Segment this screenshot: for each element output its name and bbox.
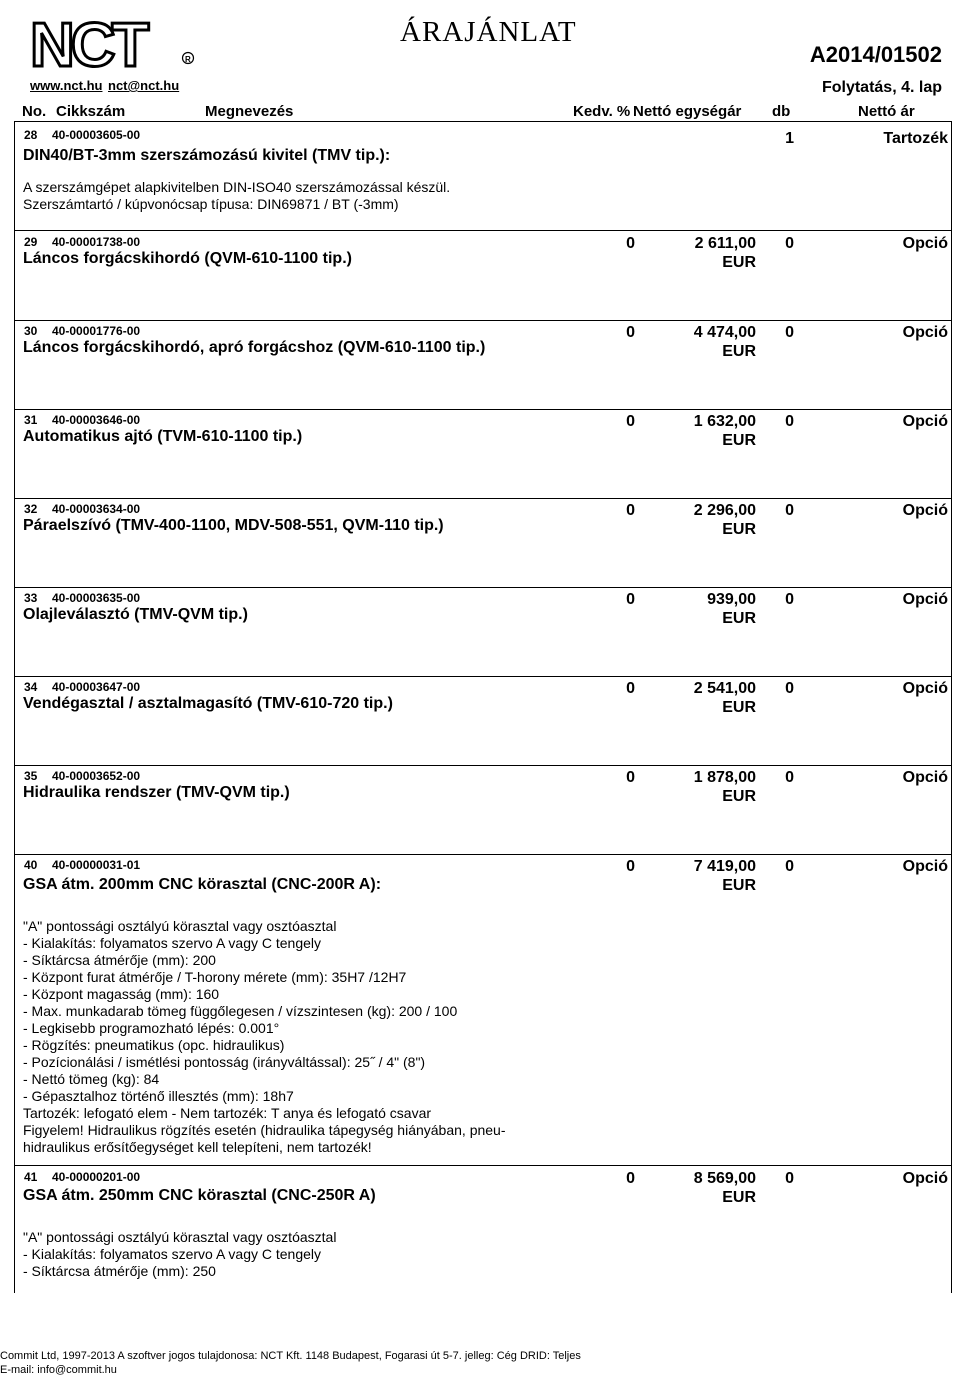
item-qty: 0 [785, 324, 794, 341]
item-name: GSA átm. 200mm CNC körasztal (CNC-200R A): [23, 876, 382, 893]
item-code: 40-00001738-00 [52, 235, 141, 249]
col-unit-price: Nettó egységár [633, 103, 742, 120]
item-no: 32 [24, 502, 38, 516]
item-net: Opció [902, 769, 948, 786]
item-unit-price: 1 632,00 [693, 413, 756, 430]
logo-text: NCT [30, 14, 146, 76]
item-description: "A" pontossági osztályú körasztal vagy osztóasztal - Kialakítás: folyamatos szervo A vagy C tengely - Síktárcsa átmérője (mm): 250 [23, 1229, 337, 1279]
item-code: 40-00000201-00 [52, 1170, 141, 1184]
item-discount: 0 [626, 413, 635, 430]
item-discount: 0 [626, 858, 635, 875]
nct-logo [28, 14, 198, 78]
item-currency: EUR [722, 877, 756, 894]
item-currency: EUR [722, 254, 756, 271]
item-unit-price: 2 296,00 [693, 502, 756, 519]
item-net: Opció [902, 235, 948, 252]
col-net: Nettó ár [858, 103, 915, 120]
col-code: Cikkszám [56, 103, 126, 120]
item-net: Opció [902, 413, 948, 430]
item-discount: 0 [626, 502, 635, 519]
item-net: Opció [902, 1170, 948, 1187]
footer-email: E-mail: info@commit.hu [0, 1364, 117, 1376]
item-name: Hidraulika rendszer (TMV-QVM tip.) [23, 784, 290, 801]
item-code: 40-00003605-00 [52, 128, 141, 142]
table-row [14, 321, 952, 410]
item-discount: 0 [626, 680, 635, 697]
table-row [14, 677, 952, 766]
item-no: 28 [24, 128, 38, 142]
email-link[interactable]: nct@nct.hu [108, 78, 180, 93]
item-currency: EUR [722, 610, 756, 627]
item-discount: 0 [626, 1170, 635, 1187]
item-net: Tartozék [883, 130, 948, 147]
item-no: 35 [24, 769, 38, 783]
item-unit-price: 939,00 [707, 591, 756, 608]
nct-logo-mark [28, 14, 198, 76]
col-name: Megnevezés [205, 103, 294, 120]
item-name: Láncos forgácskihordó (QVM-610-1100 tip.) [23, 250, 352, 267]
item-code: 40-00003635-00 [52, 591, 141, 605]
item-currency: EUR [722, 432, 756, 449]
table-row [14, 855, 952, 1166]
table-row [14, 232, 952, 321]
item-code: 40-00001776-00 [52, 324, 141, 338]
item-code: 40-00003646-00 [52, 413, 141, 427]
footer-copyright: Commit Ltd, 1997-2013 A szoftver jogos tulajdonosa: NCT Kft. 1148 Budapest, Fogarasi út 5-7. jelleg: Cég DRID: Teljes [0, 1350, 581, 1362]
item-unit-price: 2 611,00 [694, 235, 756, 252]
col-no: No. [22, 103, 47, 120]
table-row [14, 588, 952, 677]
item-unit-price: 8 569,00 [693, 1170, 756, 1187]
item-unit-price: 4 474,00 [693, 324, 756, 341]
item-no: 34 [24, 680, 38, 694]
item-discount: 0 [626, 235, 635, 252]
svg-text:R: R [185, 55, 191, 64]
item-code: 40-00003652-00 [52, 769, 141, 783]
website-link[interactable]: www.nct.hu [30, 78, 103, 93]
item-qty: 0 [785, 858, 794, 875]
item-no: 33 [24, 591, 38, 605]
item-qty: 0 [785, 769, 794, 786]
item-discount: 0 [626, 324, 635, 341]
col-discount: Kedv. % [573, 103, 631, 120]
item-unit-price: 7 419,00 [693, 858, 756, 875]
item-code: 40-00000031-01 [52, 858, 141, 872]
item-currency: EUR [722, 343, 756, 360]
item-net: Opció [902, 858, 948, 875]
item-name: Olajleválasztó (TMV-QVM tip.) [23, 606, 248, 623]
item-no: 40 [24, 858, 38, 872]
item-description: "A" pontossági osztályú körasztal vagy osztóasztal - Kialakítás: folyamatos szervo A vagy C tengely - Síktárcsa átmérője (mm): 200 - Központ furat átmérője / T-horony mérete (mm): 35H7 /12H7 - Központ magasság (mm): 160 - Max. munkadarab tömeg függőlegesen / vízszintesen (kg): 200 / 100 - Legkisebb programozható lépés: 0.001° - Rögzítés: pneumatikus (opc. hidraulikus) - Pozícionálási / ismétlési pontosság (irányváltással): 25˝ / 4" (8") - Nettó tömeg (kg): 84 - Gépasztalhoz történő illesztés (mm): 18h7 Tartozék: lefogató elem - Nem tartozék: T anya és lefogató csavar Figyelem! Hidraulikus rögzítés esetén (hidraulika tápegység hiányában, pneu- hidraulikus erősítőegységet kell telepíteni, nem tartozék! [23, 918, 506, 1155]
item-qty: 0 [785, 235, 794, 252]
item-code: 40-00003647-00 [52, 680, 141, 694]
table-row [14, 499, 952, 588]
item-net: Opció [902, 591, 948, 608]
table-row [14, 1167, 952, 1287]
item-name: GSA átm. 250mm CNC körasztal (CNC-250R A) [23, 1187, 376, 1204]
item-currency: EUR [722, 521, 756, 538]
item-qty: 0 [785, 413, 794, 430]
item-currency: EUR [722, 788, 756, 805]
item-name: Automatikus ajtó (TVM-610-1100 tip.) [23, 428, 303, 445]
item-no: 30 [24, 324, 38, 338]
item-name: Vendégasztal / asztalmagasító (TMV-610-720 tip.) [23, 695, 393, 712]
item-name: DIN40/BT-3mm szerszámozású kivitel (TMV tip.): [23, 147, 391, 164]
item-currency: EUR [722, 1189, 756, 1206]
item-name: Páraelszívó (TMV-400-1100, MDV-508-551, QVM-110 tip.) [23, 517, 444, 534]
item-name: Láncos forgácskihordó, apró forgácshoz (QVM-610-1100 tip.) [23, 339, 486, 356]
col-qty: db [772, 103, 791, 120]
item-code: 40-00003634-00 [52, 502, 141, 516]
item-unit-price: 2 541,00 [693, 680, 756, 697]
item-currency: EUR [722, 699, 756, 716]
item-net: Opció [902, 324, 948, 341]
item-net: Opció [902, 680, 948, 697]
item-qty: 0 [785, 502, 794, 519]
item-discount: 0 [626, 769, 635, 786]
item-qty: 1 [785, 130, 794, 147]
table-row [14, 766, 952, 855]
item-discount: 0 [626, 591, 635, 608]
page-title: ÁRAJÁNLAT [400, 16, 577, 48]
item-no: 29 [24, 235, 38, 249]
table-top-border [14, 121, 952, 122]
item-net: Opció [902, 502, 948, 519]
item-description: A szerszámgépet alapkivitelben DIN-ISO40 szerszámozással készül. Szerszámtartó / kúpvonócsap típusa: DIN69871 / BT (-3mm) [23, 179, 451, 212]
item-qty: 0 [785, 591, 794, 608]
table-row [14, 124, 952, 231]
page-continuation: Folytatás, 4. lap [821, 79, 942, 96]
item-qty: 0 [785, 1170, 794, 1187]
document-number: A2014/01502 [809, 42, 942, 67]
item-qty: 0 [785, 680, 794, 697]
table-row [14, 410, 952, 499]
item-unit-price: 1 878,00 [693, 769, 756, 786]
page-footer [0, 1349, 581, 1377]
item-no: 41 [24, 1170, 38, 1184]
item-no: 31 [24, 413, 38, 427]
